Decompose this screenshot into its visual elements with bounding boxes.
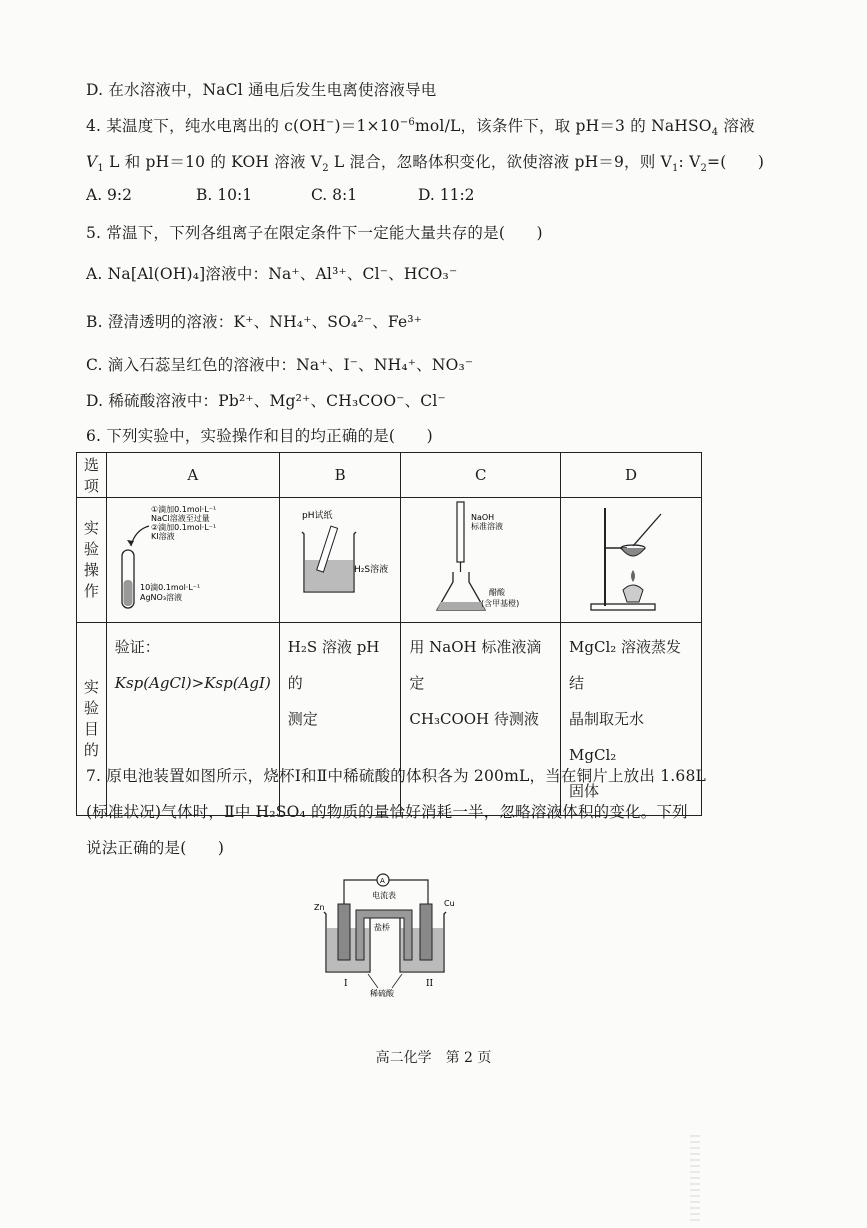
beaker-1-label: I bbox=[344, 979, 348, 989]
header-b: B bbox=[279, 453, 401, 498]
q3-option-d: D. 在水溶液中，NaCl 通电后发生电离使溶液导电 bbox=[86, 81, 437, 99]
q4-option-a: A. 9:2 bbox=[86, 186, 132, 204]
c-label-3: 醋酸 bbox=[489, 588, 506, 597]
purpose-c: 用 NaOH 标准液滴定 CH₃COOH 待测液 bbox=[401, 623, 561, 816]
evaporation-figure bbox=[561, 498, 701, 618]
b-label-2: H₂S溶液 bbox=[353, 565, 388, 575]
q7-stem-line2: (标准状况)气体时，Ⅱ中 H₂SO₄ 的物质的量恰好消耗一半，忽略溶液体积的变化。下列 bbox=[86, 803, 688, 821]
header-option: 选项 bbox=[77, 453, 107, 498]
purpose-b: H₂S 溶液 pH 的 测定 bbox=[279, 623, 401, 816]
q4-option-d: D. 11:2 bbox=[418, 186, 475, 204]
q4-option-b: B. 10:1 bbox=[196, 186, 253, 204]
a-label-1: ①滴加0.1mol·L⁻¹ bbox=[150, 505, 216, 514]
header-a: A bbox=[106, 453, 279, 498]
table-row-operation bbox=[77, 498, 702, 623]
q7-stem-line1: 7. 原电池装置如图所示，烧杯Ⅰ和Ⅱ中稀硫酸的体积各为 200mL，当在铜片上放出 1.68L bbox=[86, 767, 707, 785]
zn-label: Zn bbox=[314, 903, 325, 912]
header-c: C bbox=[401, 453, 561, 498]
table-row-purpose bbox=[77, 623, 702, 816]
a-label-2: NaCl溶液至过量 bbox=[150, 514, 210, 523]
purpose-a: 验证： Ksp(AgCl)>Ksp(AgI) bbox=[106, 623, 279, 816]
op-d-figure bbox=[561, 498, 702, 623]
q6-stem: 6. 下列实验中，实验操作和目的均正确的是( ) bbox=[86, 427, 433, 445]
q5-option-a: A. Na[Al(OH)₄]溶液中：Na⁺、Al³⁺、Cl⁻、HCO₃⁻ bbox=[86, 265, 458, 283]
titration-figure bbox=[401, 498, 559, 618]
galvanic-cell-figure bbox=[308, 872, 458, 1002]
q5-stem: 5. 常温下，下列各组离子在限定条件下一定能大量共存的是( ) bbox=[86, 224, 543, 242]
q7-stem-line3: 说法正确的是( ) bbox=[86, 839, 225, 857]
q4-stem-line2: $V_1$ L 和 pH＝10 的 KOH 溶液 $V_2$ L 混合，忽略体积变化，欲使溶液 pH＝9，则 $V_1$: $V_2=$( ) bbox=[86, 153, 765, 175]
b-label-1: pH试纸 bbox=[301, 511, 333, 521]
op-c-figure bbox=[401, 498, 561, 623]
page-footer: 高二化学 第 2 页 bbox=[375, 1050, 492, 1066]
beaker-2-label: II bbox=[426, 979, 434, 989]
acid-label: 稀硫酸 bbox=[370, 989, 394, 998]
beaker-figure bbox=[280, 498, 400, 618]
a-label-6: AgNO₃溶液 bbox=[139, 593, 182, 602]
experiment-table bbox=[76, 452, 702, 816]
ammeter-label: 电流表 bbox=[372, 891, 396, 900]
header-d: D bbox=[561, 453, 702, 498]
row-label-purpose: 实验目的 bbox=[77, 623, 107, 816]
svg-text:A: A bbox=[380, 877, 385, 885]
q4-option-c: C. 8:1 bbox=[311, 186, 358, 204]
q5-option-b: B. 澄清透明的溶液：K⁺、NH₄⁺、SO₄²⁻、Fe³⁺ bbox=[86, 313, 423, 331]
q4-stem-line1: 4. 某温度下，纯水电离出的 $c(OH^-)=1\times 10^{-6}mol/L$，该条件下，取 pH＝3 的 NaHSO$_4$ 溶液 bbox=[86, 116, 755, 139]
test-tube-figure bbox=[107, 498, 255, 618]
scan-artifact bbox=[690, 1135, 700, 1225]
a-label-3: ②滴加0.1mol·L⁻¹ bbox=[150, 523, 216, 532]
a-label-4: KI溶液 bbox=[150, 532, 175, 541]
op-b-figure bbox=[279, 498, 401, 623]
cu-label: Cu bbox=[444, 899, 455, 908]
c-label-4: (含甲基橙) bbox=[481, 599, 520, 608]
c-label-1: NaOH bbox=[471, 513, 495, 522]
salt-bridge-label: 盐桥 bbox=[374, 923, 390, 932]
op-a-figure bbox=[106, 498, 279, 623]
purpose-d: MgCl₂ 溶液蒸发结 晶制取无水 MgCl₂ 固体 bbox=[561, 623, 702, 816]
row-label-operation: 实验操作 bbox=[77, 498, 107, 623]
table-header-row bbox=[77, 453, 702, 498]
q5-option-d: D. 稀硫酸溶液中：Pb²⁺、Mg²⁺、CH₃COO⁻、Cl⁻ bbox=[86, 392, 446, 410]
a-label-5: 10滴0.1mol·L⁻¹ bbox=[139, 583, 200, 592]
q5-option-c: C. 滴入石蕊呈红色的溶液中：Na⁺、I⁻、NH₄⁺、NO₃⁻ bbox=[86, 356, 474, 374]
c-label-2: 标准溶液 bbox=[471, 522, 504, 531]
